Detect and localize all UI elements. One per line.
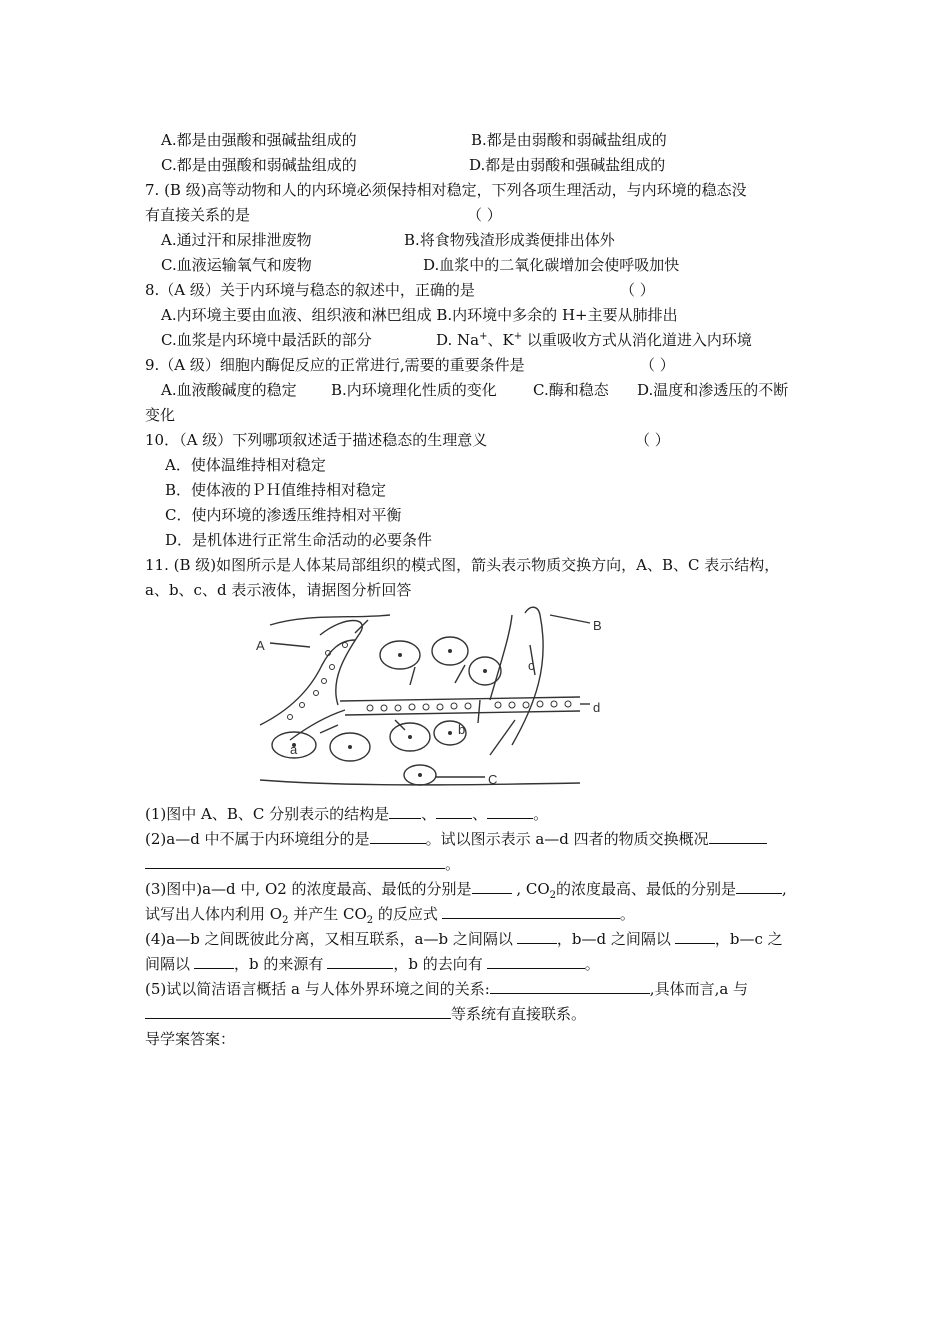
q11-part3-text-b: , CO bbox=[511, 880, 550, 898]
q11-p1-sep1: 、 bbox=[421, 805, 437, 823]
exchange-arrow-5 bbox=[320, 725, 338, 733]
q11-p4-blank-5 bbox=[487, 952, 585, 969]
cell-nucleus-4 bbox=[483, 669, 487, 673]
exchange-arrow-6 bbox=[395, 720, 405, 730]
q11-part2-cont bbox=[145, 852, 825, 877]
diagram-label-A: A bbox=[256, 638, 265, 653]
q7-stem: 有直接关系的是 bbox=[145, 206, 251, 224]
capillary-lower-wall bbox=[345, 711, 580, 715]
q10-option-c: C．使内环境的渗透压维持相对平衡 bbox=[165, 506, 402, 524]
q11-p3-sub2: 2 bbox=[366, 915, 374, 926]
q11-stem-line2: a、b、c、d 表示液体，请据图分析回答 bbox=[145, 581, 412, 599]
q8-options-row1 bbox=[145, 303, 825, 328]
q11-part4 bbox=[145, 927, 825, 952]
tissue-diagram bbox=[250, 605, 610, 800]
exchange-arrow-3 bbox=[455, 665, 465, 683]
q11-part5-text-b: ,具体而言,a 与 bbox=[649, 980, 749, 998]
q11-part2-text-b: 。试以图示表示 a—d 四者的物质交换概况 bbox=[425, 830, 709, 848]
cell-nucleus-7 bbox=[448, 731, 452, 735]
q10-option-b: B．使体液的ＰＨ值维持相对稳定 bbox=[165, 481, 387, 499]
cell-nucleus-6 bbox=[408, 735, 412, 739]
q7-options-row2 bbox=[145, 253, 825, 278]
q11-p4-blank-3 bbox=[194, 952, 234, 969]
q6-option-d: D.都是由弱酸和强碱盐组成的 bbox=[469, 156, 666, 174]
q7-option-d: D.血浆中的二氧化碳增加会使呼吸加快 bbox=[423, 256, 680, 274]
q11-p2-blank-3 bbox=[145, 852, 445, 869]
q11-part3-cont bbox=[145, 902, 825, 927]
capillary-upper-wall bbox=[340, 697, 580, 701]
q6-option-c: C.都是由强酸和弱碱盐组成的 bbox=[161, 156, 357, 174]
q11-p3-blank-1 bbox=[472, 877, 512, 894]
q7-option-c: C.血液运输氧气和废物 bbox=[161, 256, 312, 274]
diagram-label-C: C bbox=[488, 772, 498, 787]
q8-options-row2 bbox=[145, 328, 825, 353]
q11-p1-blank-3 bbox=[487, 802, 533, 819]
diagram-label-c: c bbox=[528, 658, 535, 673]
q10-option-d: D．是机体进行正常生命活动的必要条件 bbox=[165, 531, 433, 549]
q11-p1-end: 。 bbox=[533, 805, 549, 823]
q11-part4-text-c: ，b—c 之 bbox=[714, 930, 783, 948]
diagram-label-a: a bbox=[290, 742, 298, 757]
q11-part2 bbox=[145, 827, 825, 852]
q11-p3-comma: , bbox=[782, 880, 787, 898]
q11-part5-text-c: 等系统有直接联系。 bbox=[451, 1005, 587, 1023]
q6-option-b: B.都是由弱酸和弱碱盐组成的 bbox=[471, 131, 667, 149]
q11-p1-sep2: 、 bbox=[472, 805, 488, 823]
q7-option-a: A.通过汗和尿排泄废物 bbox=[161, 231, 312, 249]
answer-section-title: 导学案答案： bbox=[145, 1030, 236, 1048]
q11-stem-line1: 11. (B 级)如图所示是人体某局部组织的模式图，箭头表示物质交换方向，A、B、C 表示结构， bbox=[145, 556, 780, 574]
q11-part5-cont bbox=[145, 1002, 825, 1027]
lymph-cells bbox=[288, 643, 348, 720]
q11-p4-blank-2 bbox=[675, 927, 715, 944]
diagram-label-b: b bbox=[458, 722, 466, 737]
q11-part5-text-a: (5)试以简洁语言概括 a 与人体外界环境之间的关系: bbox=[145, 980, 490, 998]
q11-p5-blank-1 bbox=[490, 977, 650, 994]
exchange-arrow-7 bbox=[490, 720, 515, 755]
q11-p1-blank-1 bbox=[389, 802, 421, 819]
q11-p3-sub1: 2 bbox=[282, 915, 289, 926]
q8-option-b: B.内环境中多余的 H+主要从肺排出 bbox=[436, 306, 678, 324]
q11-p5-blank-2 bbox=[145, 1002, 451, 1019]
q11-p3-sub: 2 bbox=[549, 890, 557, 901]
q11-part3-text-c: 的浓度最高、最低的分别是 bbox=[556, 880, 737, 898]
q11-p4-end: 。 bbox=[584, 955, 600, 973]
q11-p2-blank-2 bbox=[709, 827, 767, 844]
tissue-diagram-drawing bbox=[250, 605, 610, 800]
q11-part3 bbox=[145, 877, 825, 902]
q9-option-d: D.温度和渗透压的不断 bbox=[637, 381, 789, 399]
q11-part4-text-a: (4)a—b 之间既彼此分离，又相互联系，a—b 之间隔以 bbox=[145, 930, 513, 948]
q11-part3-text-a: (3)图中)a—d 中, O2 的浓度最高、最低的分别是 bbox=[145, 880, 472, 898]
q7-options-row1 bbox=[145, 228, 825, 253]
q9-answer-bracket: （ ） bbox=[640, 356, 675, 374]
lymph-vessel-lower-wall bbox=[260, 640, 355, 725]
q6-option-a: A.都是由强酸和强碱盐组成的 bbox=[161, 131, 357, 149]
cell-nucleus-2 bbox=[398, 653, 402, 657]
q8-option-a: A.内环境主要由血液、组织液和淋巴组成 bbox=[161, 306, 432, 324]
cell-nucleus-5 bbox=[348, 745, 352, 749]
tissue-boundary-top bbox=[270, 615, 390, 625]
q9-option-d-cont: 变化 bbox=[145, 406, 176, 424]
q10-stem-line bbox=[145, 428, 825, 453]
q8-stem: 8.（A 级）关于内环境与稳态的叙述中，正确的是 bbox=[145, 281, 475, 299]
vessel-c-left-wall bbox=[490, 615, 512, 700]
q11-part4-text-e: ，b 的来源有 bbox=[234, 955, 324, 973]
q11-p3-end: 。 bbox=[619, 905, 635, 923]
q9-option-c: C.酶和稳态 bbox=[533, 381, 609, 399]
cell-nucleus-3 bbox=[448, 649, 452, 653]
q8-option-d: D. Na+、K+ 以重吸收方式从消化道进入内环境 bbox=[436, 331, 752, 349]
q9-stem-line bbox=[145, 353, 825, 378]
label-B-pointer bbox=[550, 615, 590, 623]
diagram-label-B: B bbox=[593, 618, 602, 633]
q11-p4-blank-4 bbox=[327, 952, 393, 969]
blood-cells-row bbox=[367, 701, 571, 711]
q6-options-row1 bbox=[145, 128, 825, 153]
q11-part4-cont bbox=[145, 952, 825, 977]
label-A-pointer bbox=[270, 643, 310, 647]
q7-stem-line2 bbox=[145, 203, 825, 228]
q11-p3-blank-2 bbox=[736, 877, 782, 894]
q8-stem-line bbox=[145, 278, 825, 303]
q11-part4-text-f: ，b 的去向有 bbox=[393, 955, 483, 973]
lymph-vessel-upper-wall bbox=[320, 621, 362, 706]
q8-option-c: C.血浆是内环境中最活跃的部分 bbox=[161, 331, 372, 349]
exchange-arrow-2 bbox=[410, 667, 415, 685]
q10-answer-bracket: （ ） bbox=[635, 431, 670, 449]
q11-part3-text-d: 试写出人体内利用 O bbox=[145, 905, 283, 923]
q11-p4-blank-1 bbox=[517, 927, 557, 944]
q11-part4-text-d: 间隔以 bbox=[145, 955, 191, 973]
exchange-arrow-4 bbox=[478, 700, 480, 723]
q10-stem: 10．（A 级）下列哪项叙述适于描述稳态的生理意义 bbox=[145, 431, 488, 449]
q10-option-a: A．使体温维持相对稳定 bbox=[165, 456, 326, 474]
q11-part3-text-e: 并产生 CO bbox=[288, 905, 367, 923]
q11-part3-text-f: 的反应式 bbox=[373, 905, 438, 923]
q7-answer-bracket: （ ） bbox=[467, 206, 502, 224]
q9-option-a: A.血液酸碱度的稳定 bbox=[161, 381, 297, 399]
q11-part5 bbox=[145, 977, 825, 1002]
cell-nucleus-8 bbox=[418, 773, 422, 777]
q11-p1-blank-2 bbox=[436, 802, 472, 819]
q9-stem: 9.（A 级）细胞内酶促反应的正常进行,需要的重要条件是 bbox=[145, 356, 525, 374]
q8-answer-bracket: （ ） bbox=[620, 281, 655, 299]
q11-p3-blank-3 bbox=[442, 902, 620, 919]
q11-p2-blank-1 bbox=[370, 827, 426, 844]
q9-option-b: B.内环境理化性质的变化 bbox=[331, 381, 497, 399]
tissue-boundary-bottom bbox=[260, 780, 580, 785]
q7-stem-line1: 7. (B 级)高等动物和人的内环境必须保持相对稳定，下列各项生理活动，与内环境的稳态没 bbox=[145, 181, 747, 199]
worksheet-page bbox=[145, 128, 825, 1052]
q11-p2-end: 。 bbox=[445, 855, 461, 873]
q11-part1 bbox=[145, 802, 825, 827]
q11-part2-text-a: (2)a—d 中不属于内环境组分的是 bbox=[145, 830, 370, 848]
q7-option-b: B.将食物残渣形成粪便排出体外 bbox=[404, 231, 615, 249]
diagram-label-d: d bbox=[593, 700, 601, 715]
q11-part1-text: (1)图中 A、B、C 分别表示的结构是 bbox=[145, 805, 390, 823]
q9-options-row bbox=[145, 378, 825, 403]
q6-options-row2 bbox=[145, 153, 825, 178]
q11-part4-text-b: ，b—d 之间隔以 bbox=[556, 930, 671, 948]
